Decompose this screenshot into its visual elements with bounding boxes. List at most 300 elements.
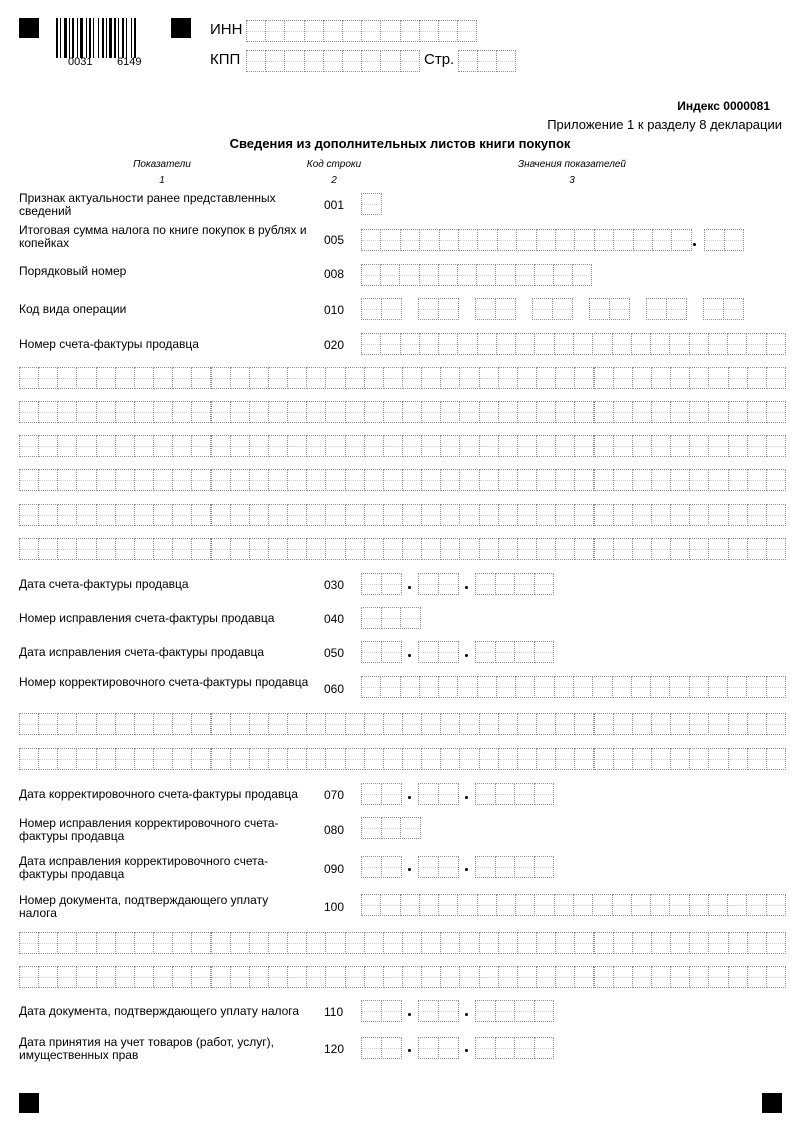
input-cell[interactable] bbox=[536, 504, 556, 526]
input-cell[interactable] bbox=[438, 1037, 459, 1059]
input-cell[interactable] bbox=[96, 367, 116, 389]
input-cell[interactable] bbox=[689, 894, 709, 916]
input-cell[interactable] bbox=[553, 264, 573, 286]
input-cell[interactable] bbox=[153, 435, 173, 457]
input-cell[interactable] bbox=[592, 333, 612, 355]
input-cell[interactable] bbox=[361, 333, 381, 355]
input-cell[interactable] bbox=[287, 932, 307, 954]
input-cell[interactable] bbox=[153, 713, 173, 735]
input-cell[interactable] bbox=[459, 713, 479, 735]
input-cell[interactable] bbox=[134, 966, 154, 988]
input-cell[interactable] bbox=[555, 538, 575, 560]
field-060-line-3[interactable] bbox=[19, 748, 785, 770]
input-cell[interactable] bbox=[646, 298, 667, 320]
field-008[interactable] bbox=[361, 264, 591, 286]
input-cell[interactable] bbox=[172, 504, 192, 526]
input-cell[interactable] bbox=[440, 713, 460, 735]
input-cell[interactable] bbox=[172, 435, 192, 457]
input-cell[interactable] bbox=[230, 367, 250, 389]
input-cell[interactable] bbox=[555, 401, 575, 423]
input-cell[interactable] bbox=[574, 401, 594, 423]
input-cell[interactable] bbox=[651, 932, 671, 954]
input-cell[interactable] bbox=[495, 1037, 516, 1059]
input-cell[interactable] bbox=[421, 367, 441, 389]
input-cell[interactable] bbox=[342, 20, 362, 42]
input-cell[interactable] bbox=[689, 676, 709, 698]
input-cell[interactable] bbox=[268, 401, 288, 423]
input-cell[interactable] bbox=[438, 856, 459, 878]
field-100-line-3[interactable] bbox=[19, 966, 785, 988]
input-cell[interactable] bbox=[666, 298, 687, 320]
input-cell[interactable] bbox=[345, 504, 365, 526]
input-cell[interactable] bbox=[723, 298, 744, 320]
input-cell[interactable] bbox=[361, 573, 382, 595]
input-cell[interactable] bbox=[574, 504, 594, 526]
field-090-day[interactable] bbox=[361, 856, 401, 878]
input-cell[interactable] bbox=[361, 607, 382, 629]
input-cell[interactable] bbox=[230, 713, 250, 735]
input-cell[interactable] bbox=[325, 932, 345, 954]
input-cell[interactable] bbox=[361, 193, 382, 215]
input-cell[interactable] bbox=[306, 748, 326, 770]
input-cell[interactable] bbox=[439, 229, 459, 251]
field-120-day[interactable] bbox=[361, 1037, 401, 1059]
input-cell[interactable] bbox=[400, 894, 420, 916]
input-cell[interactable] bbox=[172, 367, 192, 389]
input-cell[interactable] bbox=[438, 264, 458, 286]
input-cell[interactable] bbox=[727, 333, 747, 355]
field-010-group-5[interactable] bbox=[589, 298, 629, 320]
input-cell[interactable] bbox=[766, 435, 786, 457]
input-cell[interactable] bbox=[380, 50, 400, 72]
input-cell[interactable] bbox=[76, 713, 96, 735]
input-cell[interactable] bbox=[134, 469, 154, 491]
input-cell[interactable] bbox=[96, 435, 116, 457]
input-cell[interactable] bbox=[594, 713, 614, 735]
input-cell[interactable] bbox=[57, 367, 77, 389]
input-cell[interactable] bbox=[76, 401, 96, 423]
input-cell[interactable] bbox=[555, 966, 575, 988]
input-cell[interactable] bbox=[230, 401, 250, 423]
input-cell[interactable] bbox=[747, 966, 767, 988]
input-cell[interactable] bbox=[361, 817, 382, 839]
input-cell[interactable] bbox=[38, 966, 58, 988]
input-cell[interactable] bbox=[345, 367, 365, 389]
input-cell[interactable] bbox=[19, 713, 39, 735]
input-cell[interactable] bbox=[708, 333, 728, 355]
input-cell[interactable] bbox=[345, 932, 365, 954]
input-cell[interactable] bbox=[381, 573, 402, 595]
input-cell[interactable] bbox=[153, 966, 173, 988]
input-cell[interactable] bbox=[747, 435, 767, 457]
input-cell[interactable] bbox=[496, 894, 516, 916]
input-cell[interactable] bbox=[402, 504, 422, 526]
input-cell[interactable] bbox=[536, 538, 556, 560]
input-cell[interactable] bbox=[555, 469, 575, 491]
input-cell[interactable] bbox=[134, 713, 154, 735]
input-cell[interactable] bbox=[191, 401, 211, 423]
input-cell[interactable] bbox=[38, 469, 58, 491]
input-cell[interactable] bbox=[19, 469, 39, 491]
input-cell[interactable] bbox=[536, 469, 556, 491]
input-cell[interactable] bbox=[400, 817, 421, 839]
field-030-year[interactable] bbox=[475, 573, 553, 595]
input-cell[interactable] bbox=[57, 435, 77, 457]
input-cell[interactable] bbox=[689, 333, 709, 355]
input-cell[interactable] bbox=[306, 367, 326, 389]
input-cell[interactable] bbox=[689, 367, 709, 389]
input-cell[interactable] bbox=[96, 401, 116, 423]
input-cell[interactable] bbox=[592, 894, 612, 916]
field-001[interactable] bbox=[361, 193, 381, 215]
input-cell[interactable] bbox=[134, 367, 154, 389]
input-cell[interactable] bbox=[265, 20, 285, 42]
input-cell[interactable] bbox=[57, 469, 77, 491]
input-cell[interactable] bbox=[670, 504, 690, 526]
input-cell[interactable] bbox=[19, 932, 39, 954]
input-cell[interactable] bbox=[475, 573, 496, 595]
input-cell[interactable] bbox=[383, 932, 403, 954]
input-cell[interactable] bbox=[306, 504, 326, 526]
input-cell[interactable] bbox=[515, 333, 535, 355]
input-cell[interactable] bbox=[361, 856, 382, 878]
input-cell[interactable] bbox=[419, 264, 439, 286]
input-cell[interactable] bbox=[766, 333, 786, 355]
input-cell[interactable] bbox=[115, 538, 135, 560]
field-020-line-5[interactable] bbox=[19, 469, 785, 491]
input-cell[interactable] bbox=[669, 894, 689, 916]
input-cell[interactable] bbox=[304, 50, 324, 72]
input-cell[interactable] bbox=[421, 932, 441, 954]
input-cell[interactable] bbox=[153, 932, 173, 954]
input-cell[interactable] bbox=[670, 966, 690, 988]
input-cell[interactable] bbox=[671, 229, 691, 251]
input-cell[interactable] bbox=[364, 504, 384, 526]
input-cell[interactable] bbox=[477, 676, 497, 698]
input-cell[interactable] bbox=[766, 676, 786, 698]
input-cell[interactable] bbox=[555, 504, 575, 526]
input-cell[interactable] bbox=[249, 504, 269, 526]
input-cell[interactable] bbox=[383, 469, 403, 491]
field-010-group-3[interactable] bbox=[475, 298, 515, 320]
input-cell[interactable] bbox=[191, 966, 211, 988]
input-cell[interactable] bbox=[230, 932, 250, 954]
field-005-rubles[interactable] bbox=[361, 229, 691, 251]
input-cell[interactable] bbox=[383, 538, 403, 560]
input-cell[interactable] bbox=[249, 435, 269, 457]
input-cell[interactable] bbox=[479, 469, 499, 491]
input-cell[interactable] bbox=[574, 538, 594, 560]
field-005-kopecks[interactable] bbox=[704, 229, 743, 251]
input-cell[interactable] bbox=[495, 1000, 516, 1022]
input-cell[interactable] bbox=[498, 367, 518, 389]
input-cell[interactable] bbox=[38, 932, 58, 954]
input-cell[interactable] bbox=[440, 367, 460, 389]
input-cell[interactable] bbox=[747, 469, 767, 491]
input-cell[interactable] bbox=[440, 966, 460, 988]
input-cell[interactable] bbox=[268, 538, 288, 560]
input-cell[interactable] bbox=[383, 748, 403, 770]
input-cell[interactable] bbox=[383, 435, 403, 457]
input-cell[interactable] bbox=[381, 641, 402, 663]
field-020-line-3[interactable] bbox=[19, 401, 785, 423]
input-cell[interactable] bbox=[249, 713, 269, 735]
input-cell[interactable] bbox=[361, 229, 381, 251]
field-050-month[interactable] bbox=[418, 641, 458, 663]
input-cell[interactable] bbox=[517, 504, 537, 526]
input-cell[interactable] bbox=[268, 504, 288, 526]
input-cell[interactable] bbox=[230, 469, 250, 491]
input-cell[interactable] bbox=[438, 894, 458, 916]
input-cell[interactable] bbox=[211, 367, 231, 389]
input-cell[interactable] bbox=[400, 20, 420, 42]
input-cell[interactable] bbox=[419, 20, 439, 42]
input-cell[interactable] bbox=[211, 713, 231, 735]
input-cell[interactable] bbox=[534, 894, 554, 916]
input-cell[interactable] bbox=[246, 20, 266, 42]
input-cell[interactable] bbox=[475, 298, 496, 320]
input-cell[interactable] bbox=[361, 50, 381, 72]
input-cell[interactable] bbox=[325, 504, 345, 526]
input-cell[interactable] bbox=[708, 713, 728, 735]
input-cell[interactable] bbox=[534, 856, 555, 878]
input-cell[interactable] bbox=[670, 435, 690, 457]
input-cell[interactable] bbox=[514, 783, 535, 805]
input-cell[interactable] bbox=[459, 401, 479, 423]
input-cell[interactable] bbox=[421, 748, 441, 770]
input-cell[interactable] bbox=[728, 748, 748, 770]
input-cell[interactable] bbox=[287, 748, 307, 770]
input-cell[interactable] bbox=[708, 966, 728, 988]
input-cell[interactable] bbox=[689, 713, 709, 735]
input-cell[interactable] bbox=[191, 748, 211, 770]
input-cell[interactable] bbox=[479, 538, 499, 560]
input-cell[interactable] bbox=[438, 573, 459, 595]
input-cell[interactable] bbox=[38, 504, 58, 526]
input-cell[interactable] bbox=[19, 538, 39, 560]
input-cell[interactable] bbox=[325, 367, 345, 389]
input-cell[interactable] bbox=[609, 298, 630, 320]
input-cell[interactable] bbox=[383, 504, 403, 526]
input-cell[interactable] bbox=[514, 641, 535, 663]
input-cell[interactable] bbox=[747, 538, 767, 560]
input-cell[interactable] bbox=[96, 748, 116, 770]
input-cell[interactable] bbox=[708, 932, 728, 954]
input-cell[interactable] bbox=[287, 966, 307, 988]
input-cell[interactable] bbox=[383, 713, 403, 735]
input-cell[interactable] bbox=[594, 367, 614, 389]
input-cell[interactable] bbox=[534, 573, 555, 595]
input-cell[interactable] bbox=[498, 748, 518, 770]
input-cell[interactable] bbox=[380, 333, 400, 355]
input-cell[interactable] bbox=[364, 401, 384, 423]
input-cell[interactable] bbox=[514, 573, 535, 595]
input-cell[interactable] bbox=[536, 966, 556, 988]
input-cell[interactable] bbox=[651, 401, 671, 423]
input-cell[interactable] bbox=[746, 676, 766, 698]
input-cell[interactable] bbox=[670, 932, 690, 954]
input-cell[interactable] bbox=[555, 229, 575, 251]
input-cell[interactable] bbox=[306, 932, 326, 954]
input-cell[interactable] bbox=[632, 504, 652, 526]
input-cell[interactable] bbox=[495, 783, 516, 805]
input-cell[interactable] bbox=[651, 435, 671, 457]
input-cell[interactable] bbox=[172, 932, 192, 954]
input-cell[interactable] bbox=[380, 894, 400, 916]
input-cell[interactable] bbox=[669, 676, 689, 698]
input-cell[interactable] bbox=[475, 641, 496, 663]
input-cell[interactable] bbox=[172, 538, 192, 560]
input-cell[interactable] bbox=[477, 229, 497, 251]
input-cell[interactable] bbox=[574, 229, 594, 251]
input-cell[interactable] bbox=[323, 50, 343, 72]
input-cell[interactable] bbox=[728, 367, 748, 389]
input-cell[interactable] bbox=[38, 401, 58, 423]
input-cell[interactable] bbox=[287, 504, 307, 526]
input-cell[interactable] bbox=[76, 367, 96, 389]
input-cell[interactable] bbox=[381, 607, 402, 629]
input-cell[interactable] bbox=[419, 676, 439, 698]
input-cell[interactable] bbox=[651, 469, 671, 491]
input-cell[interactable] bbox=[555, 713, 575, 735]
input-cell[interactable] bbox=[153, 401, 173, 423]
input-cell[interactable] bbox=[438, 783, 459, 805]
input-cell[interactable] bbox=[498, 932, 518, 954]
input-cell[interactable] bbox=[19, 748, 39, 770]
input-cell[interactable] bbox=[594, 966, 614, 988]
input-cell[interactable] bbox=[287, 538, 307, 560]
input-cell[interactable] bbox=[552, 298, 573, 320]
input-cell[interactable] bbox=[498, 504, 518, 526]
input-cell[interactable] bbox=[632, 748, 652, 770]
input-cell[interactable] bbox=[459, 435, 479, 457]
input-cell[interactable] bbox=[172, 713, 192, 735]
input-cell[interactable] bbox=[515, 264, 535, 286]
field-050-day[interactable] bbox=[361, 641, 401, 663]
input-cell[interactable] bbox=[536, 435, 556, 457]
input-cell[interactable] bbox=[651, 367, 671, 389]
input-cell[interactable] bbox=[766, 748, 786, 770]
input-cell[interactable] bbox=[498, 538, 518, 560]
input-cell[interactable] bbox=[651, 966, 671, 988]
input-cell[interactable] bbox=[400, 229, 420, 251]
input-cell[interactable] bbox=[459, 932, 479, 954]
input-cell[interactable] bbox=[534, 676, 554, 698]
input-cell[interactable] bbox=[345, 748, 365, 770]
input-cell[interactable] bbox=[76, 504, 96, 526]
input-cell[interactable] bbox=[517, 469, 537, 491]
input-cell[interactable] bbox=[498, 401, 518, 423]
input-cell[interactable] bbox=[153, 469, 173, 491]
input-cell[interactable] bbox=[652, 229, 672, 251]
input-cell[interactable] bbox=[115, 966, 135, 988]
input-cell[interactable] bbox=[418, 573, 439, 595]
input-cell[interactable] bbox=[76, 966, 96, 988]
input-cell[interactable] bbox=[689, 538, 709, 560]
input-cell[interactable] bbox=[440, 932, 460, 954]
input-cell[interactable] bbox=[419, 333, 439, 355]
input-cell[interactable] bbox=[287, 713, 307, 735]
input-cell[interactable] bbox=[418, 641, 439, 663]
input-cell[interactable] bbox=[19, 401, 39, 423]
input-cell[interactable] bbox=[498, 435, 518, 457]
input-cell[interactable] bbox=[536, 932, 556, 954]
input-cell[interactable] bbox=[613, 469, 633, 491]
input-cell[interactable] bbox=[342, 50, 362, 72]
field-070-month[interactable] bbox=[418, 783, 458, 805]
input-cell[interactable] bbox=[345, 435, 365, 457]
input-cell[interactable] bbox=[594, 748, 614, 770]
input-cell[interactable] bbox=[728, 713, 748, 735]
input-cell[interactable] bbox=[383, 401, 403, 423]
input-cell[interactable] bbox=[651, 538, 671, 560]
input-cell[interactable] bbox=[689, 401, 709, 423]
input-cell[interactable] bbox=[361, 298, 382, 320]
input-cell[interactable] bbox=[306, 966, 326, 988]
input-cell[interactable] bbox=[211, 538, 231, 560]
input-cell[interactable] bbox=[402, 932, 422, 954]
input-cell[interactable] bbox=[670, 748, 690, 770]
input-cell[interactable] bbox=[249, 966, 269, 988]
input-cell[interactable] bbox=[418, 783, 439, 805]
field-110-year[interactable] bbox=[475, 1000, 553, 1022]
input-cell[interactable] bbox=[704, 229, 725, 251]
input-cell[interactable] bbox=[458, 50, 478, 72]
input-cell[interactable] bbox=[728, 966, 748, 988]
input-cell[interactable] bbox=[115, 469, 135, 491]
input-cell[interactable] bbox=[381, 1037, 402, 1059]
input-cell[interactable] bbox=[689, 932, 709, 954]
input-cell[interactable] bbox=[268, 435, 288, 457]
field-110-day[interactable] bbox=[361, 1000, 401, 1022]
input-cell[interactable] bbox=[479, 401, 499, 423]
input-cell[interactable] bbox=[573, 333, 593, 355]
input-cell[interactable] bbox=[211, 966, 231, 988]
input-cell[interactable] bbox=[268, 469, 288, 491]
input-cell[interactable] bbox=[76, 932, 96, 954]
input-cell[interactable] bbox=[249, 367, 269, 389]
input-cell[interactable] bbox=[495, 298, 516, 320]
input-cell[interactable] bbox=[134, 504, 154, 526]
input-cell[interactable] bbox=[459, 469, 479, 491]
input-cell[interactable] bbox=[457, 333, 477, 355]
input-cell[interactable] bbox=[612, 333, 632, 355]
input-cell[interactable] bbox=[57, 401, 77, 423]
field-020-line-1[interactable] bbox=[361, 333, 785, 355]
input-cell[interactable] bbox=[325, 469, 345, 491]
input-cell[interactable] bbox=[325, 401, 345, 423]
input-cell[interactable] bbox=[574, 748, 594, 770]
input-cell[interactable] bbox=[495, 573, 516, 595]
input-cell[interactable] bbox=[230, 538, 250, 560]
field-060-line-1[interactable] bbox=[361, 676, 785, 698]
input-cell[interactable] bbox=[76, 469, 96, 491]
input-cell[interactable] bbox=[440, 504, 460, 526]
input-cell[interactable] bbox=[574, 469, 594, 491]
input-cell[interactable] bbox=[96, 504, 116, 526]
inn-field[interactable] bbox=[246, 20, 476, 42]
input-cell[interactable] bbox=[496, 50, 516, 72]
input-cell[interactable] bbox=[268, 932, 288, 954]
input-cell[interactable] bbox=[402, 367, 422, 389]
input-cell[interactable] bbox=[115, 435, 135, 457]
input-cell[interactable] bbox=[516, 229, 536, 251]
input-cell[interactable] bbox=[592, 676, 612, 698]
input-cell[interactable] bbox=[613, 435, 633, 457]
input-cell[interactable] bbox=[380, 676, 400, 698]
input-cell[interactable] bbox=[381, 298, 402, 320]
input-cell[interactable] bbox=[246, 50, 266, 72]
